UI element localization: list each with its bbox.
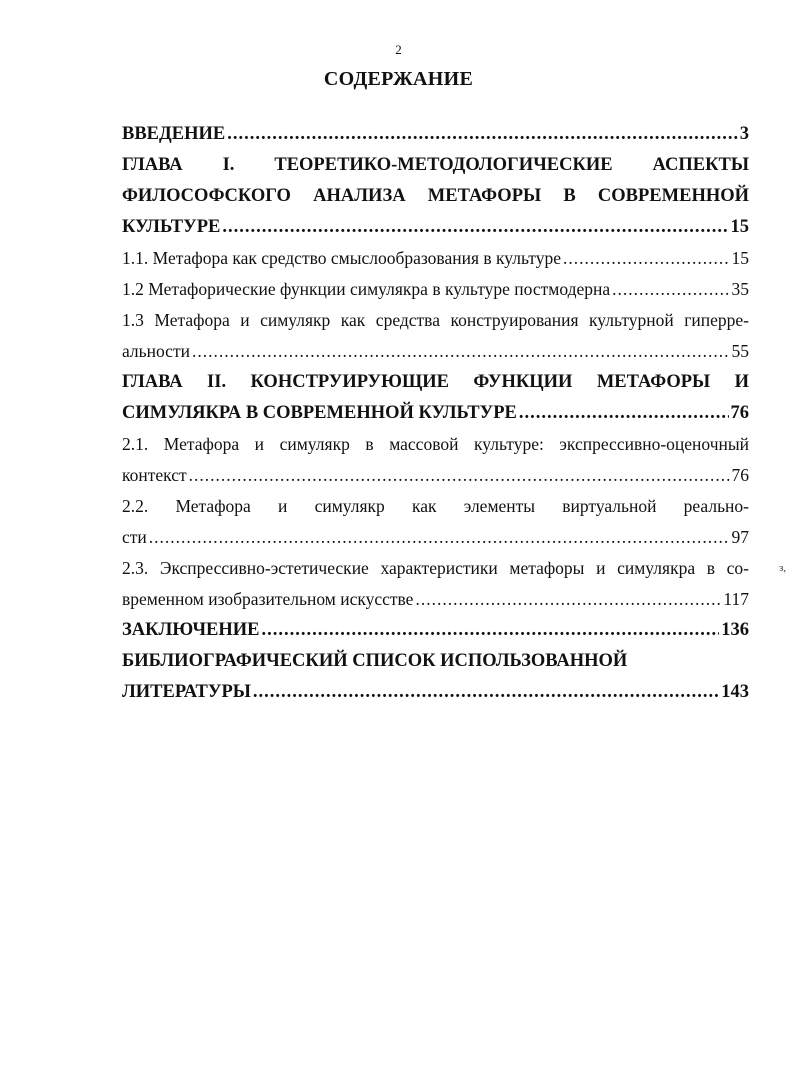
toc-entry-text: БИБЛИОГРАФИЧЕСКИЙ СПИСОК ИСПОЛЬЗОВАННОЙ [122,651,628,671]
toc-page-number: 15 [731,248,749,268]
toc-page-number: 3 [739,124,749,144]
dot-leader [189,460,730,491]
toc-entry-2-2-line-2[interactable] [122,522,749,553]
toc-entry-conclusion[interactable] [122,615,749,646]
dot-leader [149,522,730,553]
toc-entry-2-3-line-1[interactable] [122,553,749,584]
dot-leader [519,398,729,429]
toc-entry-text: ЛИТЕРАТУРЫ [122,682,251,702]
toc-entry-text: КУЛЬТУРЕ [122,217,221,237]
toc-entry-text: 2.2. Метафора и симулякр как элементы виртуальной реально- [122,496,749,516]
toc-entry-2-2-line-1[interactable] [122,491,749,522]
dot-leader [415,584,721,615]
toc-page-number: 143 [721,682,749,702]
toc-entry-2-3-line-2[interactable] [122,584,749,615]
toc-entry-chapter-1-line-2[interactable] [122,181,749,212]
toc-entry-text: ГЛАВА I. ТЕОРЕТИКО-МЕТОДОЛОГИЧЕСКИЕ АСПЕКТЫ [122,155,749,175]
toc-entry-chapter-1-line-1[interactable] [122,150,749,181]
toc-entry-1-1[interactable] [122,243,749,274]
toc-page-number: 97 [731,527,749,547]
toc-page-number: 76 [731,465,749,485]
toc-entry-text: 1.2 Метафорические функции симулякра в культуре постмодерна [122,279,611,299]
toc-entry-2-1-line-1[interactable] [122,429,749,460]
toc-entry-introduction[interactable] [122,119,749,150]
dot-leader [227,119,738,150]
toc-page-number: 15 [730,217,749,237]
toc-entry-text: сти [122,527,147,547]
toc-entry-chapter-2-line-1[interactable] [122,367,749,398]
toc-entry-text: альности [122,341,190,361]
dot-leader [192,336,730,367]
dot-leader [563,243,730,274]
toc-entry-2-1-line-2[interactable] [122,460,749,491]
toc-page-number: 55 [731,341,749,361]
toc-entry-bibliography-line-2[interactable] [122,677,749,708]
page-title: СОДЕРЖАНИЕ [323,68,474,90]
toc-entry-text: временном изобразительном искусстве [122,589,414,609]
toc-entry-1-3-line-2[interactable] [122,336,749,367]
toc-entry-1-2[interactable] [122,274,749,305]
toc-entry-text: СИМУЛЯКРА В СОВРЕМЕННОЙ КУЛЬТУРЕ [122,403,517,423]
toc-entry-text: 2.1. Метафора и симулякр в массовой культуре: экспрессивно-оценочный [122,434,749,454]
toc-entry-text: ФИЛОСОФСКОГО АНАЛИЗА МЕТАФОРЫ В СОВРЕМЕННОЙ [122,186,749,206]
toc-entry-text: ЗАКЛЮЧЕНИЕ [122,620,260,640]
toc-entry-text: 1.3 Метафора и симулякр как средства конструирования культурной гиперре- [122,310,749,330]
toc-page-number: 76 [730,403,749,423]
toc-page-number: 136 [721,620,749,640]
dot-leader [222,212,728,243]
toc-entry-text: контекст [122,465,187,485]
toc-entry-chapter-1-line-3[interactable] [122,212,749,243]
dot-leader [612,274,729,305]
toc-entry-bibliography-line-1[interactable] [122,646,749,677]
toc-entry-text: ВВЕДЕНИЕ [122,124,226,144]
toc-entry-text: 2.3. Экспрессивно-эстетические характеристики метафоры и симулякра в со- [122,558,749,578]
page-number: 2 [395,42,402,57]
toc-page-number: 35 [731,279,749,299]
toc-page-number: 117 [723,589,749,609]
dot-leader [253,677,719,708]
margin-mark: з, [779,562,787,574]
toc-entry-1-3-line-1[interactable] [122,305,749,336]
toc-entry-chapter-2-line-2[interactable] [122,398,749,429]
toc-entry-text: 1.1. Метафора как средство смыслообразования в культуре [122,248,561,268]
dot-leader [262,615,720,646]
table-of-contents [122,119,749,708]
toc-entry-text: ГЛАВА II. КОНСТРУИРУЮЩИЕ ФУНКЦИИ МЕТАФОРЫ И [122,372,749,392]
